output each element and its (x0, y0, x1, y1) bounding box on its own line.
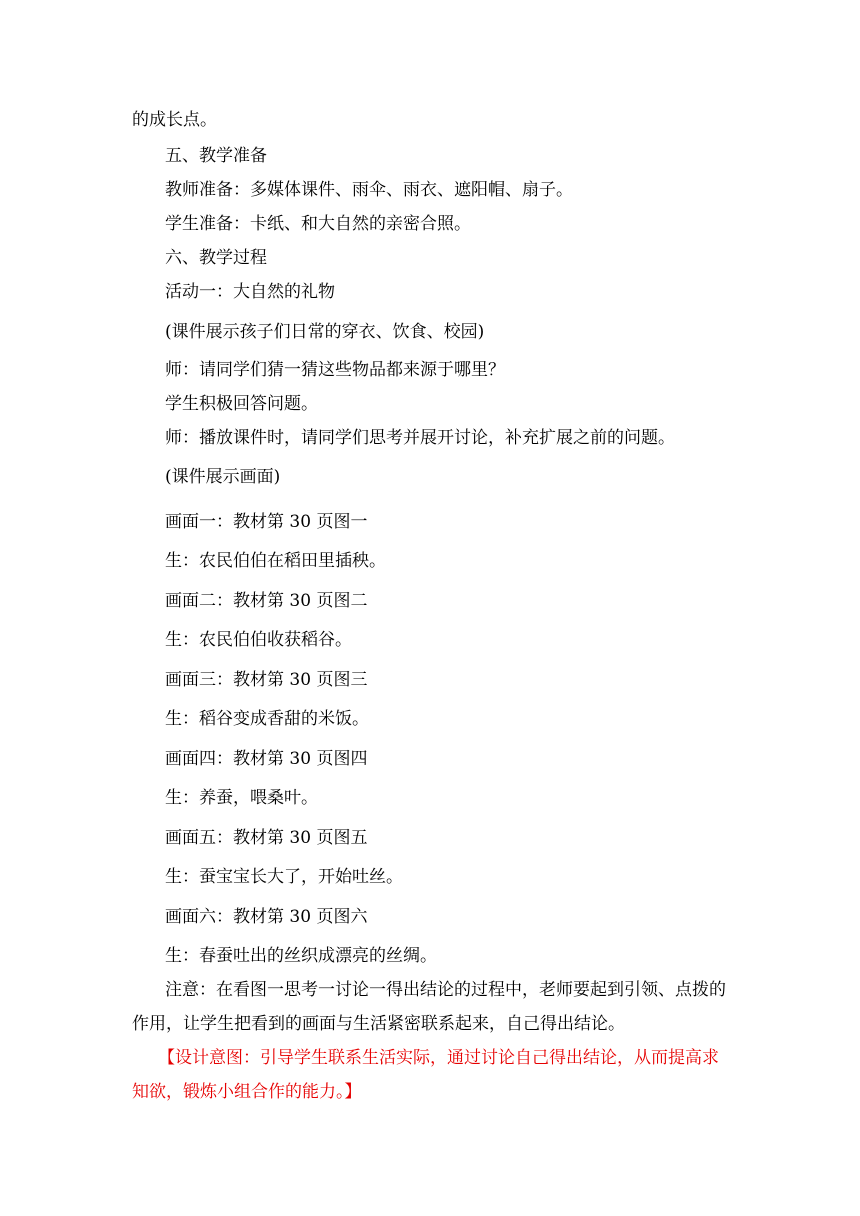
screen-3: 画面三：教材第 30 页图三 (165, 670, 368, 690)
activity-heading: 活动一：大自然的礼物 (165, 282, 335, 302)
courseware-note: (课件展示孩子们日常的穿衣、饮食、校园) (165, 322, 485, 342)
student-preparation: 学生准备：卡纸、和大自然的亲密合照。 (165, 214, 471, 234)
section-heading-teaching-preparation: 五、教学准备 (165, 146, 267, 166)
courseware-screen-note: (课件展示画面) (165, 467, 281, 487)
teacher-instruction: 师：播放课件时，请同学们思考并展开讨论，补充扩展之前的问题。 (165, 428, 675, 448)
paragraph-continuation: 的成长点。 (132, 110, 217, 130)
student-line-4: 生：养蚕，喂桑叶。 (165, 788, 318, 808)
student-response: 学生积极回答问题。 (165, 394, 318, 414)
screen-2: 画面二：教材第 30 页图二 (165, 591, 368, 611)
screen-1: 画面一：教材第 30 页图一 (165, 512, 368, 532)
teacher-preparation: 教师准备：多媒体课件、雨伞、雨衣、遮阳帽、扇子。 (165, 180, 573, 200)
student-line-5: 生：蚕宝宝长大了，开始吐丝。 (165, 867, 403, 887)
screen-5: 画面五：教材第 30 页图五 (165, 828, 368, 848)
design-intent-line-1: 【设计意图：引导学生联系生活实际，通过讨论自己得出结论，从而提高求 (158, 1048, 719, 1068)
screen-6: 画面六：教材第 30 页图六 (165, 907, 368, 927)
student-line-3: 生：稻谷变成香甜的米饭。 (165, 709, 369, 729)
section-heading-teaching-process: 六、教学过程 (165, 248, 267, 268)
design-intent-line-2: 知欲，锻炼小组合作的能力。】 (132, 1082, 362, 1102)
note-line-2: 作用，让学生把看到的画面与生活紧密联系起来，自己得出结论。 (132, 1014, 625, 1034)
student-line-2: 生：农民伯伯收获稻谷。 (165, 630, 352, 650)
note-line-1: 注意：在看图一思考一讨论一得出结论的过程中，老师要起到引领、点拨的 (165, 980, 726, 1000)
student-line-1: 生：农民伯伯在稻田里插秧。 (165, 551, 386, 571)
student-line-6: 生：春蚕吐出的丝织成漂亮的丝绸。 (165, 946, 437, 966)
teacher-question: 师：请同学们猜一猜这些物品都来源于哪里？ (165, 360, 505, 380)
screen-4: 画面四：教材第 30 页图四 (165, 749, 368, 769)
